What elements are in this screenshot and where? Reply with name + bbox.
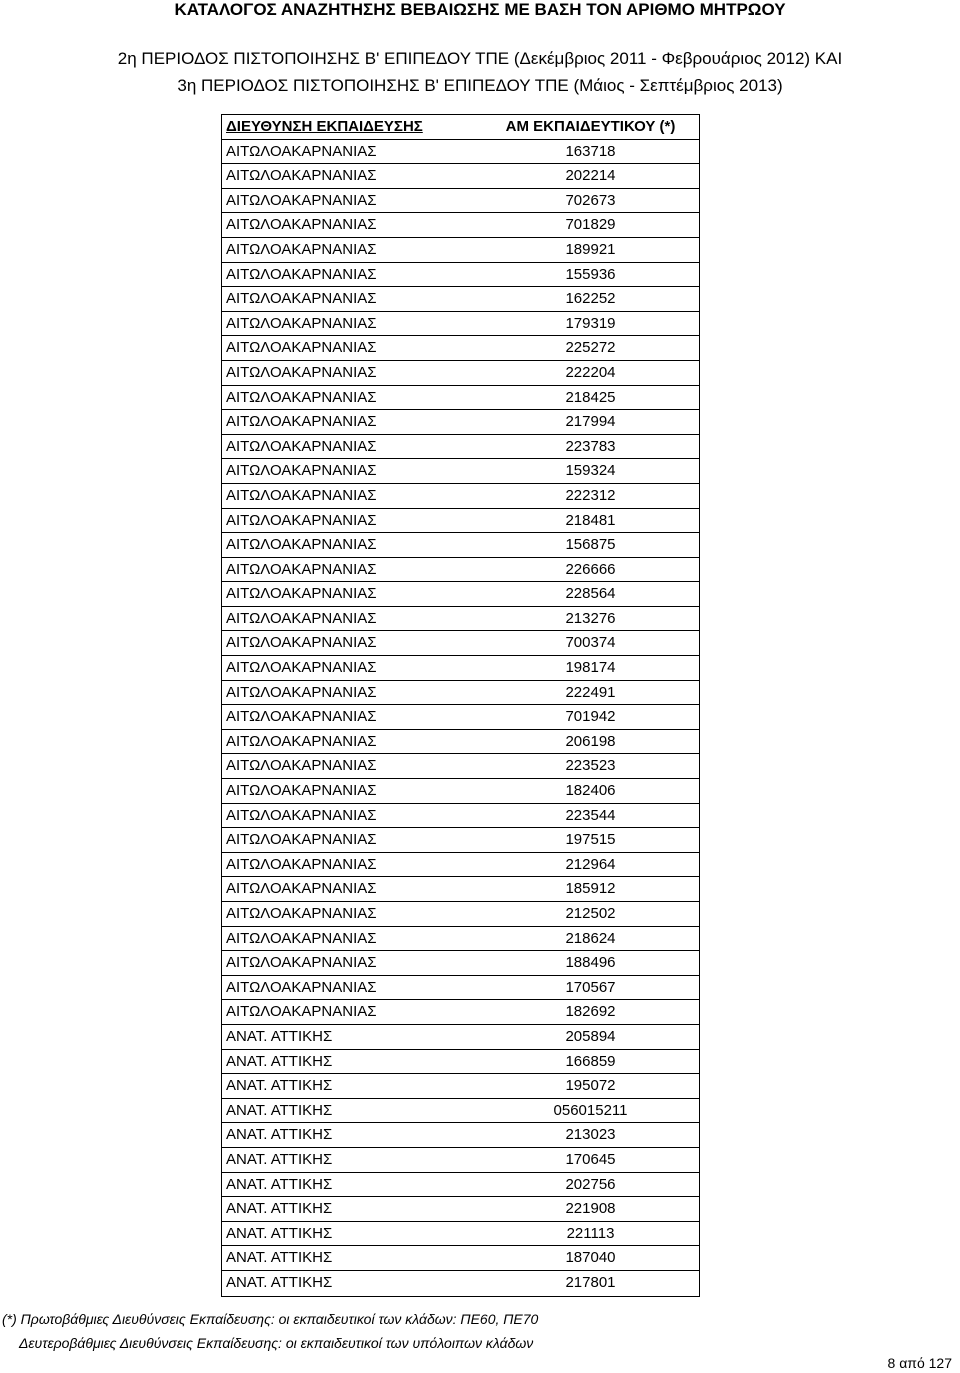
cell-registry-number: 218425 (565, 388, 616, 406)
table-row (222, 1197, 699, 1222)
table-row (222, 1246, 699, 1271)
cell-registry-number: 212964 (565, 855, 616, 873)
table-row (222, 804, 699, 829)
cell-directorate: ΑΝΑΤ. ΑΤΤΙΚΗΣ (226, 1052, 333, 1070)
table-row (222, 484, 699, 509)
table-row (222, 1000, 699, 1025)
cell-directorate: ΑΝΑΤ. ΑΤΤΙΚΗΣ (226, 1249, 333, 1267)
cell-directorate: ΑΝΑΤ. ΑΤΤΙΚΗΣ (226, 1273, 333, 1291)
cell-registry-number: 218624 (565, 929, 616, 947)
cell-registry-number: 163718 (565, 142, 616, 160)
cell-directorate: ΑΝΑΤ. ΑΤΤΙΚΗΣ (226, 1027, 333, 1045)
table-row (222, 582, 699, 607)
table-row (222, 1099, 699, 1124)
cell-registry-number: 182406 (565, 782, 616, 800)
cell-registry-number: 702673 (565, 191, 616, 209)
cell-registry-number: 189921 (565, 240, 616, 258)
cell-directorate: ΑΙΤΩΛΟΑΚΑΡΝΑΝΙΑΣ (226, 339, 377, 357)
cell-registry-number: 223783 (565, 437, 616, 455)
cell-directorate: ΑΙΤΩΛΟΑΚΑΡΝΑΝΙΑΣ (226, 905, 377, 922)
table-row (222, 213, 699, 238)
cell-registry-number: 221908 (565, 1200, 616, 1218)
cell-registry-number: 222491 (565, 683, 616, 701)
cell-registry-number: 202756 (565, 1175, 616, 1193)
cell-registry-number: 222312 (565, 486, 616, 504)
table-row (222, 189, 699, 214)
table-row (222, 238, 699, 263)
table-row (222, 730, 699, 755)
cell-registry-number: 222204 (565, 363, 616, 381)
table-body (222, 140, 699, 1296)
cell-registry-number: 218481 (565, 511, 616, 529)
cell-registry-number: 162252 (565, 290, 616, 308)
cell-registry-number: 205894 (565, 1027, 616, 1045)
cell-registry-number: 206198 (565, 732, 616, 750)
table-row (222, 1050, 699, 1075)
table-row (222, 164, 699, 189)
cell-directorate: ΑΙΤΩΛΟΑΚΑΡΝΑΝΙΑΣ (226, 216, 377, 234)
page-number: 8 από 127 (887, 1355, 952, 1371)
cell-directorate: ΑΙΤΩΛΟΑΚΑΡΝΑΝΙΑΣ (226, 437, 377, 455)
cell-directorate: ΑΙΤΩΛΟΑΚΑΡΝΑΝΙΑΣ (226, 732, 377, 750)
cell-directorate: ΑΙΤΩΛΟΑΚΑΡΝΑΝΙΑΣ (226, 609, 377, 627)
cell-directorate: ΑΙΤΩΛΟΑΚΑΡΝΑΝΙΑΣ (226, 314, 377, 332)
table-row (222, 558, 699, 583)
cell-directorate: ΑΙΤΩΛΟΑΚΑΡΝΑΝΙΑΣ (226, 388, 377, 406)
cell-registry-number: 170645 (565, 1150, 616, 1168)
cell-registry-number: 202214 (565, 167, 616, 185)
table-row (222, 828, 699, 853)
cell-directorate: ΑΙΤΩΛΟΑΚΑΡΝΑΝΙΑΣ (226, 1003, 377, 1021)
footnote-line-2: Δευτεροβάθμιες Διευθύνσεις Εκπαίδευσης: οι εκπαιδευτικοί των υπόλοιπων κλάδων (19, 1335, 534, 1351)
cell-registry-number: 217801 (565, 1273, 616, 1291)
table-row (222, 779, 699, 804)
table-row (222, 607, 699, 632)
table-row (222, 754, 699, 779)
cell-registry-number: 221113 (566, 1224, 615, 1242)
table-row (222, 312, 699, 337)
cell-directorate: ΑΙΤΩΛΟΑΚΑΡΝΑΝΙΑΣ (226, 290, 377, 308)
cell-registry-number: 170567 (565, 978, 616, 996)
table-row (222, 877, 699, 902)
table-row (222, 263, 699, 288)
cell-directorate: ΑΙΤΩΛΟΑΚΑΡΝΑΝΙΑΣ (226, 585, 377, 603)
table-row (222, 1074, 699, 1099)
table-row (222, 287, 699, 312)
cell-registry-number: 166859 (565, 1052, 616, 1070)
cell-registry-number: 217994 (565, 413, 616, 431)
cell-directorate: ΑΙΤΩΛΟΑΚΑΡΝΑΝΙΑΣ (226, 363, 377, 381)
cell-registry-number: 179319 (565, 314, 616, 332)
cell-registry-number: 187040 (565, 1249, 616, 1267)
cell-directorate: ΑΙΤΩΛΟΑΚΑΡΝΑΝΙΑΣ (226, 782, 377, 800)
cell-directorate: ΑΙΤΩΛΟΑΚΑΡΝΑΝΙΑΣ (226, 511, 377, 529)
table-row (222, 902, 699, 927)
cell-directorate: ΑΙΤΩΛΟΑΚΑΡΝΑΝΙΑΣ (226, 634, 377, 652)
table-row (222, 1148, 699, 1173)
cell-registry-number: 223544 (565, 806, 616, 824)
cell-registry-number: 156875 (565, 536, 616, 554)
table-row (222, 1123, 699, 1148)
cell-directorate: ΑΙΤΩΛΟΑΚΑΡΝΑΝΙΑΣ (226, 806, 377, 824)
cell-directorate: ΑΝΑΤ. ΑΤΤΙΚΗΣ (226, 1126, 333, 1144)
table-row (222, 509, 699, 534)
cell-directorate: ΑΙΤΩΛΟΑΚΑΡΝΑΝΙΑΣ (226, 708, 377, 726)
cell-directorate: ΑΙΤΩΛΟΑΚΑΡΝΑΝΙΑΣ (226, 954, 377, 972)
cell-directorate: ΑΙΤΩΛΟΑΚΑΡΝΑΝΙΑΣ (226, 142, 377, 160)
table-row (222, 705, 699, 730)
cell-directorate: ΑΙΤΩΛΟΑΚΑΡΝΑΝΙΑΣ (226, 536, 377, 554)
cell-directorate: ΑΙΤΩΛΟΑΚΑΡΝΑΝΙΑΣ (226, 486, 377, 504)
table-row (222, 631, 699, 656)
cell-directorate: ΑΙΤΩΛΟΑΚΑΡΝΑΝΙΑΣ (226, 167, 377, 185)
cell-registry-number: 197515 (565, 831, 616, 849)
cell-registry-number: 700374 (565, 634, 616, 652)
cell-registry-number: 198174 (565, 659, 616, 677)
table-row (222, 656, 699, 681)
cell-registry-number: 213023 (565, 1126, 616, 1144)
cell-registry-number: 195072 (565, 1077, 616, 1095)
page-title: ΚΑΤΑΛΟΓΟΣ ΑΝΑΖΗΤΗΣΗΣ ΒΕΒΑΙΩΣΗΣ ΜΕ ΒΑΣΗ ΤΟΝ ΑΡΙΘΜΟ ΜΗΤΡΩΟΥ (174, 0, 786, 19)
cell-registry-number: 155936 (565, 265, 616, 283)
cell-directorate: ΑΙΤΩΛΟΑΚΑΡΝΑΝΙΑΣ (226, 683, 377, 701)
cell-registry-number: 212502 (565, 905, 616, 922)
cell-directorate: ΑΙΤΩΛΟΑΚΑΡΝΑΝΙΑΣ (226, 831, 377, 849)
cell-registry-number: 056015211 (553, 1101, 628, 1119)
table-row (222, 976, 699, 1001)
cell-directorate: ΑΝΑΤ. ΑΤΤΙΚΗΣ (226, 1224, 333, 1242)
footnote-line-1: (*) Πρωτοβάθμιες Διευθύνσεις Εκπαίδευσης: οι εκπαιδευτικοί των κλάδων: ΠΕ60, ΠΕ70 (2, 1311, 539, 1327)
cell-registry-number: 185912 (565, 880, 616, 898)
table-row (222, 1025, 699, 1050)
cell-directorate: ΑΙΤΩΛΟΑΚΑΡΝΑΝΙΑΣ (226, 880, 377, 898)
table-row (222, 853, 699, 878)
table-row (222, 533, 699, 558)
cell-registry-number: 225272 (565, 339, 616, 357)
cell-directorate: ΑΝΑΤ. ΑΤΤΙΚΗΣ (226, 1150, 333, 1168)
cell-directorate: ΑΙΤΩΛΟΑΚΑΡΝΑΝΙΑΣ (226, 659, 377, 677)
cell-directorate: ΑΙΤΩΛΟΑΚΑΡΝΑΝΙΑΣ (226, 978, 377, 996)
table-row (222, 681, 699, 706)
cell-directorate: ΑΙΤΩΛΟΑΚΑΡΝΑΝΙΑΣ (226, 191, 377, 209)
cell-registry-number: 188496 (565, 954, 616, 972)
cell-registry-number: 159324 (565, 462, 616, 480)
cell-registry-number: 701829 (565, 216, 616, 234)
cell-registry-number: 223523 (565, 757, 616, 775)
cell-directorate: ΑΙΤΩΛΟΑΚΑΡΝΑΝΙΑΣ (226, 413, 377, 431)
cell-directorate: ΑΙΤΩΛΟΑΚΑΡΝΑΝΙΑΣ (226, 560, 377, 578)
table-row (222, 386, 699, 411)
cell-directorate: ΑΙΤΩΛΟΑΚΑΡΝΑΝΙΑΣ (226, 265, 377, 283)
cell-directorate: ΑΝΑΤ. ΑΤΤΙΚΗΣ (226, 1200, 333, 1218)
table-row (222, 1173, 699, 1198)
cell-registry-number: 213276 (565, 609, 616, 627)
table-row (222, 361, 699, 386)
subtitle-line-1: 2η ΠΕΡΙΟΔΟΣ ΠΙΣΤΟΠΟΙΗΣΗΣ Β' ΕΠΙΠΕΔΟΥ ΤΠΕ (Δεκέμβριος 2011 - Φεβρουάριος 2012) ΚΑΙ (117, 49, 843, 68)
table-row (222, 459, 699, 484)
cell-directorate: ΑΙΤΩΛΟΑΚΑΡΝΑΝΙΑΣ (226, 462, 377, 480)
cell-registry-number: 226666 (565, 560, 616, 578)
cell-directorate: ΑΙΤΩΛΟΑΚΑΡΝΑΝΙΑΣ (226, 240, 377, 258)
cell-registry-number: 182692 (565, 1003, 616, 1021)
cell-directorate: ΑΝΑΤ. ΑΤΤΙΚΗΣ (226, 1077, 333, 1095)
cell-registry-number: 701942 (565, 708, 616, 726)
cell-registry-number: 228564 (565, 585, 616, 603)
table-row (222, 435, 699, 460)
table-row (222, 1222, 699, 1247)
cell-directorate: ΑΝΑΤ. ΑΤΤΙΚΗΣ (226, 1101, 333, 1119)
cell-directorate: ΑΝΑΤ. ΑΤΤΙΚΗΣ (226, 1175, 333, 1193)
cell-directorate: ΑΙΤΩΛΟΑΚΑΡΝΑΝΙΑΣ (226, 757, 377, 775)
table-row (222, 410, 699, 435)
subtitle-line-2: 3η ΠΕΡΙΟΔΟΣ ΠΙΣΤΟΠΟΙΗΣΗΣ Β' ΕΠΙΠΕΔΟΥ ΤΠΕ (Μάιος - Σεπτέμβριος 2013) (177, 76, 783, 95)
table-header-row (222, 115, 699, 140)
cell-directorate: ΑΙΤΩΛΟΑΚΑΡΝΑΝΙΑΣ (226, 855, 377, 873)
table-row (222, 951, 699, 976)
table-row (222, 1271, 699, 1296)
certificate-table (221, 114, 700, 1297)
cell-directorate: ΑΙΤΩΛΟΑΚΑΡΝΑΝΙΑΣ (226, 929, 377, 947)
column-header-directorate: ΔΙΕΥΘΥΝΣΗ ΕΚΠΑΙΔΕΥΣΗΣ (226, 118, 423, 135)
column-header-registry-number: ΑΜ ΕΚΠΑΙΔΕΥΤΙΚΟΥ (*) (505, 118, 676, 135)
table-row (222, 336, 699, 361)
table-row (222, 927, 699, 952)
table-row (222, 140, 699, 165)
